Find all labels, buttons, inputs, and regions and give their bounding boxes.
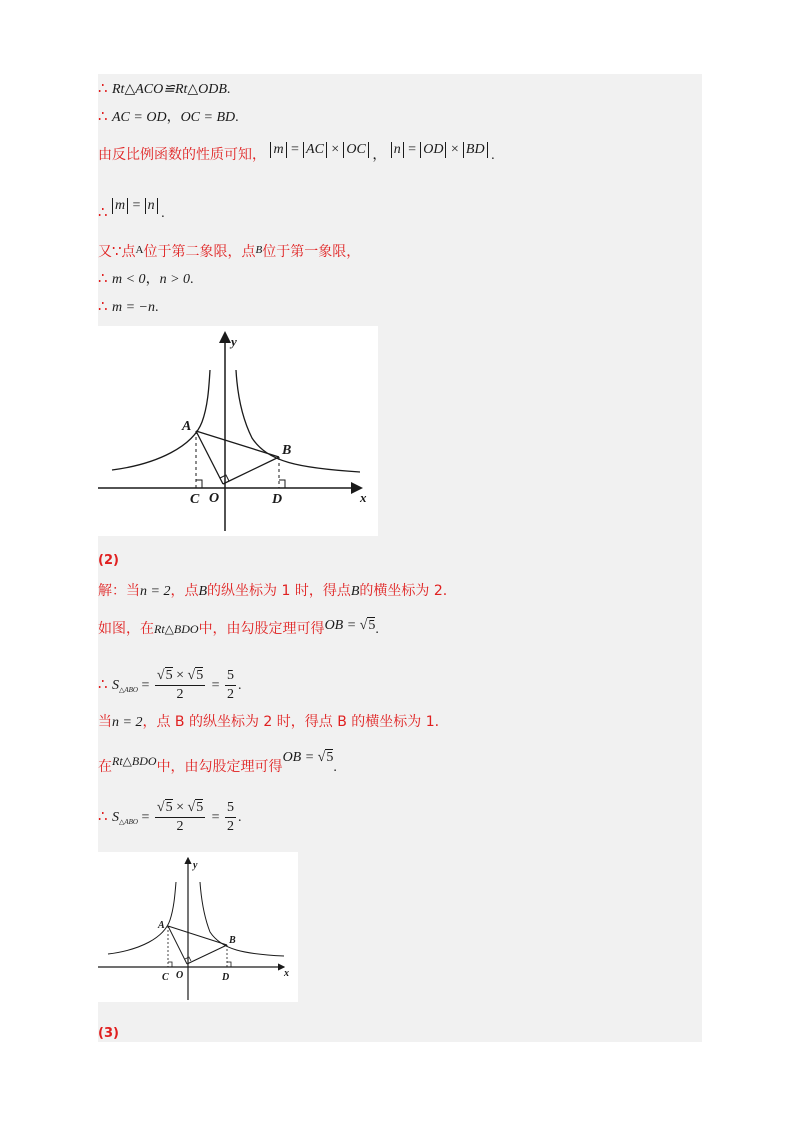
step-inverse-property: 由反比例函数的性质可知， m = AC × OC ， n = OD × BD . <box>98 142 495 163</box>
step-equal-sides: ∴ AC = OD，OC = BD. <box>98 107 239 125</box>
right-angle-D-2 <box>227 962 231 967</box>
label-O-2: O <box>176 970 184 981</box>
fraction-five-halves: $\frac{5}{2}$ <box>227 667 235 702</box>
segment-AO <box>196 431 223 484</box>
figure-hyperbola-1 <box>98 326 378 536</box>
s2-line-1: 解：当n = 2，点B的纵坐标为 1 时，得点B的横坐标为 2. <box>98 583 448 599</box>
label-C: C <box>190 492 200 507</box>
label-x-2: x <box>284 968 289 979</box>
s2-line-5: 在Rt△BDO中，由勾股定理可得OB = √5. <box>98 750 337 775</box>
fraction-sqrt5-product: $\frac{√5 \times √5}{2}$ <box>156 667 204 702</box>
step-congruence: ∴ Rt△ACO≌Rt△ODB. <box>98 79 231 97</box>
label-C-2: C <box>162 972 169 983</box>
label-y-2: y <box>193 860 198 871</box>
label-D-2: D <box>222 972 230 983</box>
s2-line-4: 当n = 2，点 B 的纵坐标为 2 时，得点 B 的横坐标为 1. <box>98 714 440 730</box>
label-O: O <box>209 491 220 506</box>
step-abs-equal: ∴ m = n . <box>98 198 165 221</box>
fraction-five-halves-2: $\frac{5}{2}$ <box>227 799 235 834</box>
step-conclusion: ∴ m = −n. <box>98 297 159 315</box>
label-B-2: B <box>229 935 236 946</box>
label-A: A <box>182 419 192 434</box>
part-2-label: (2) <box>98 553 119 568</box>
part-3-label: (3) <box>98 1026 119 1041</box>
right-angle-C-2 <box>168 962 172 967</box>
right-angle-C <box>196 480 202 488</box>
fraction-sqrt5-product-2: $\frac{√5 \times √5}{2}$ <box>156 799 204 834</box>
hyperbola-right-branch-2 <box>200 882 284 956</box>
s2-line-2: 如图，在Rt△BDO中，由勾股定理可得OB = √5. <box>98 618 379 637</box>
label-x: x <box>360 490 367 505</box>
step-signs: ∴ m < 0，n > 0. <box>98 269 194 287</box>
hyperbola-left-branch <box>112 370 210 470</box>
s2-line-3: ∴ $S_{\triangle ABO}$ = $\frac{√5 \times √5}{2}$ = $\frac{5}{2}$ . <box>98 667 242 702</box>
step-quadrants: 又∵点$^A$位于第二象限，点$^B$位于第一象限， <box>98 242 361 260</box>
congruence-expr: Rt△ACO≌Rt△ODB <box>112 82 227 97</box>
label-B: B <box>282 443 292 458</box>
label-A-2: A <box>158 920 165 931</box>
diagram-1 <box>98 326 378 536</box>
label-D: D <box>272 492 283 507</box>
segment-OB-2 <box>187 945 227 964</box>
segment-AB-2 <box>168 926 227 945</box>
hyperbola-right-branch <box>236 370 360 472</box>
s2-line-6: ∴ $S_{\triangle ABO}$ = $\frac{√5 \times √5}{2}$ = $\frac{5}{2}$ . <box>98 799 242 834</box>
figure-hyperbola-2 <box>98 852 298 1002</box>
label-y: y <box>231 334 237 349</box>
diagram-2 <box>98 852 298 1002</box>
hyperbola-left-branch-2 <box>108 882 176 954</box>
segment-AB <box>196 431 279 457</box>
right-angle-D <box>279 480 285 488</box>
segment-OB <box>223 457 279 484</box>
